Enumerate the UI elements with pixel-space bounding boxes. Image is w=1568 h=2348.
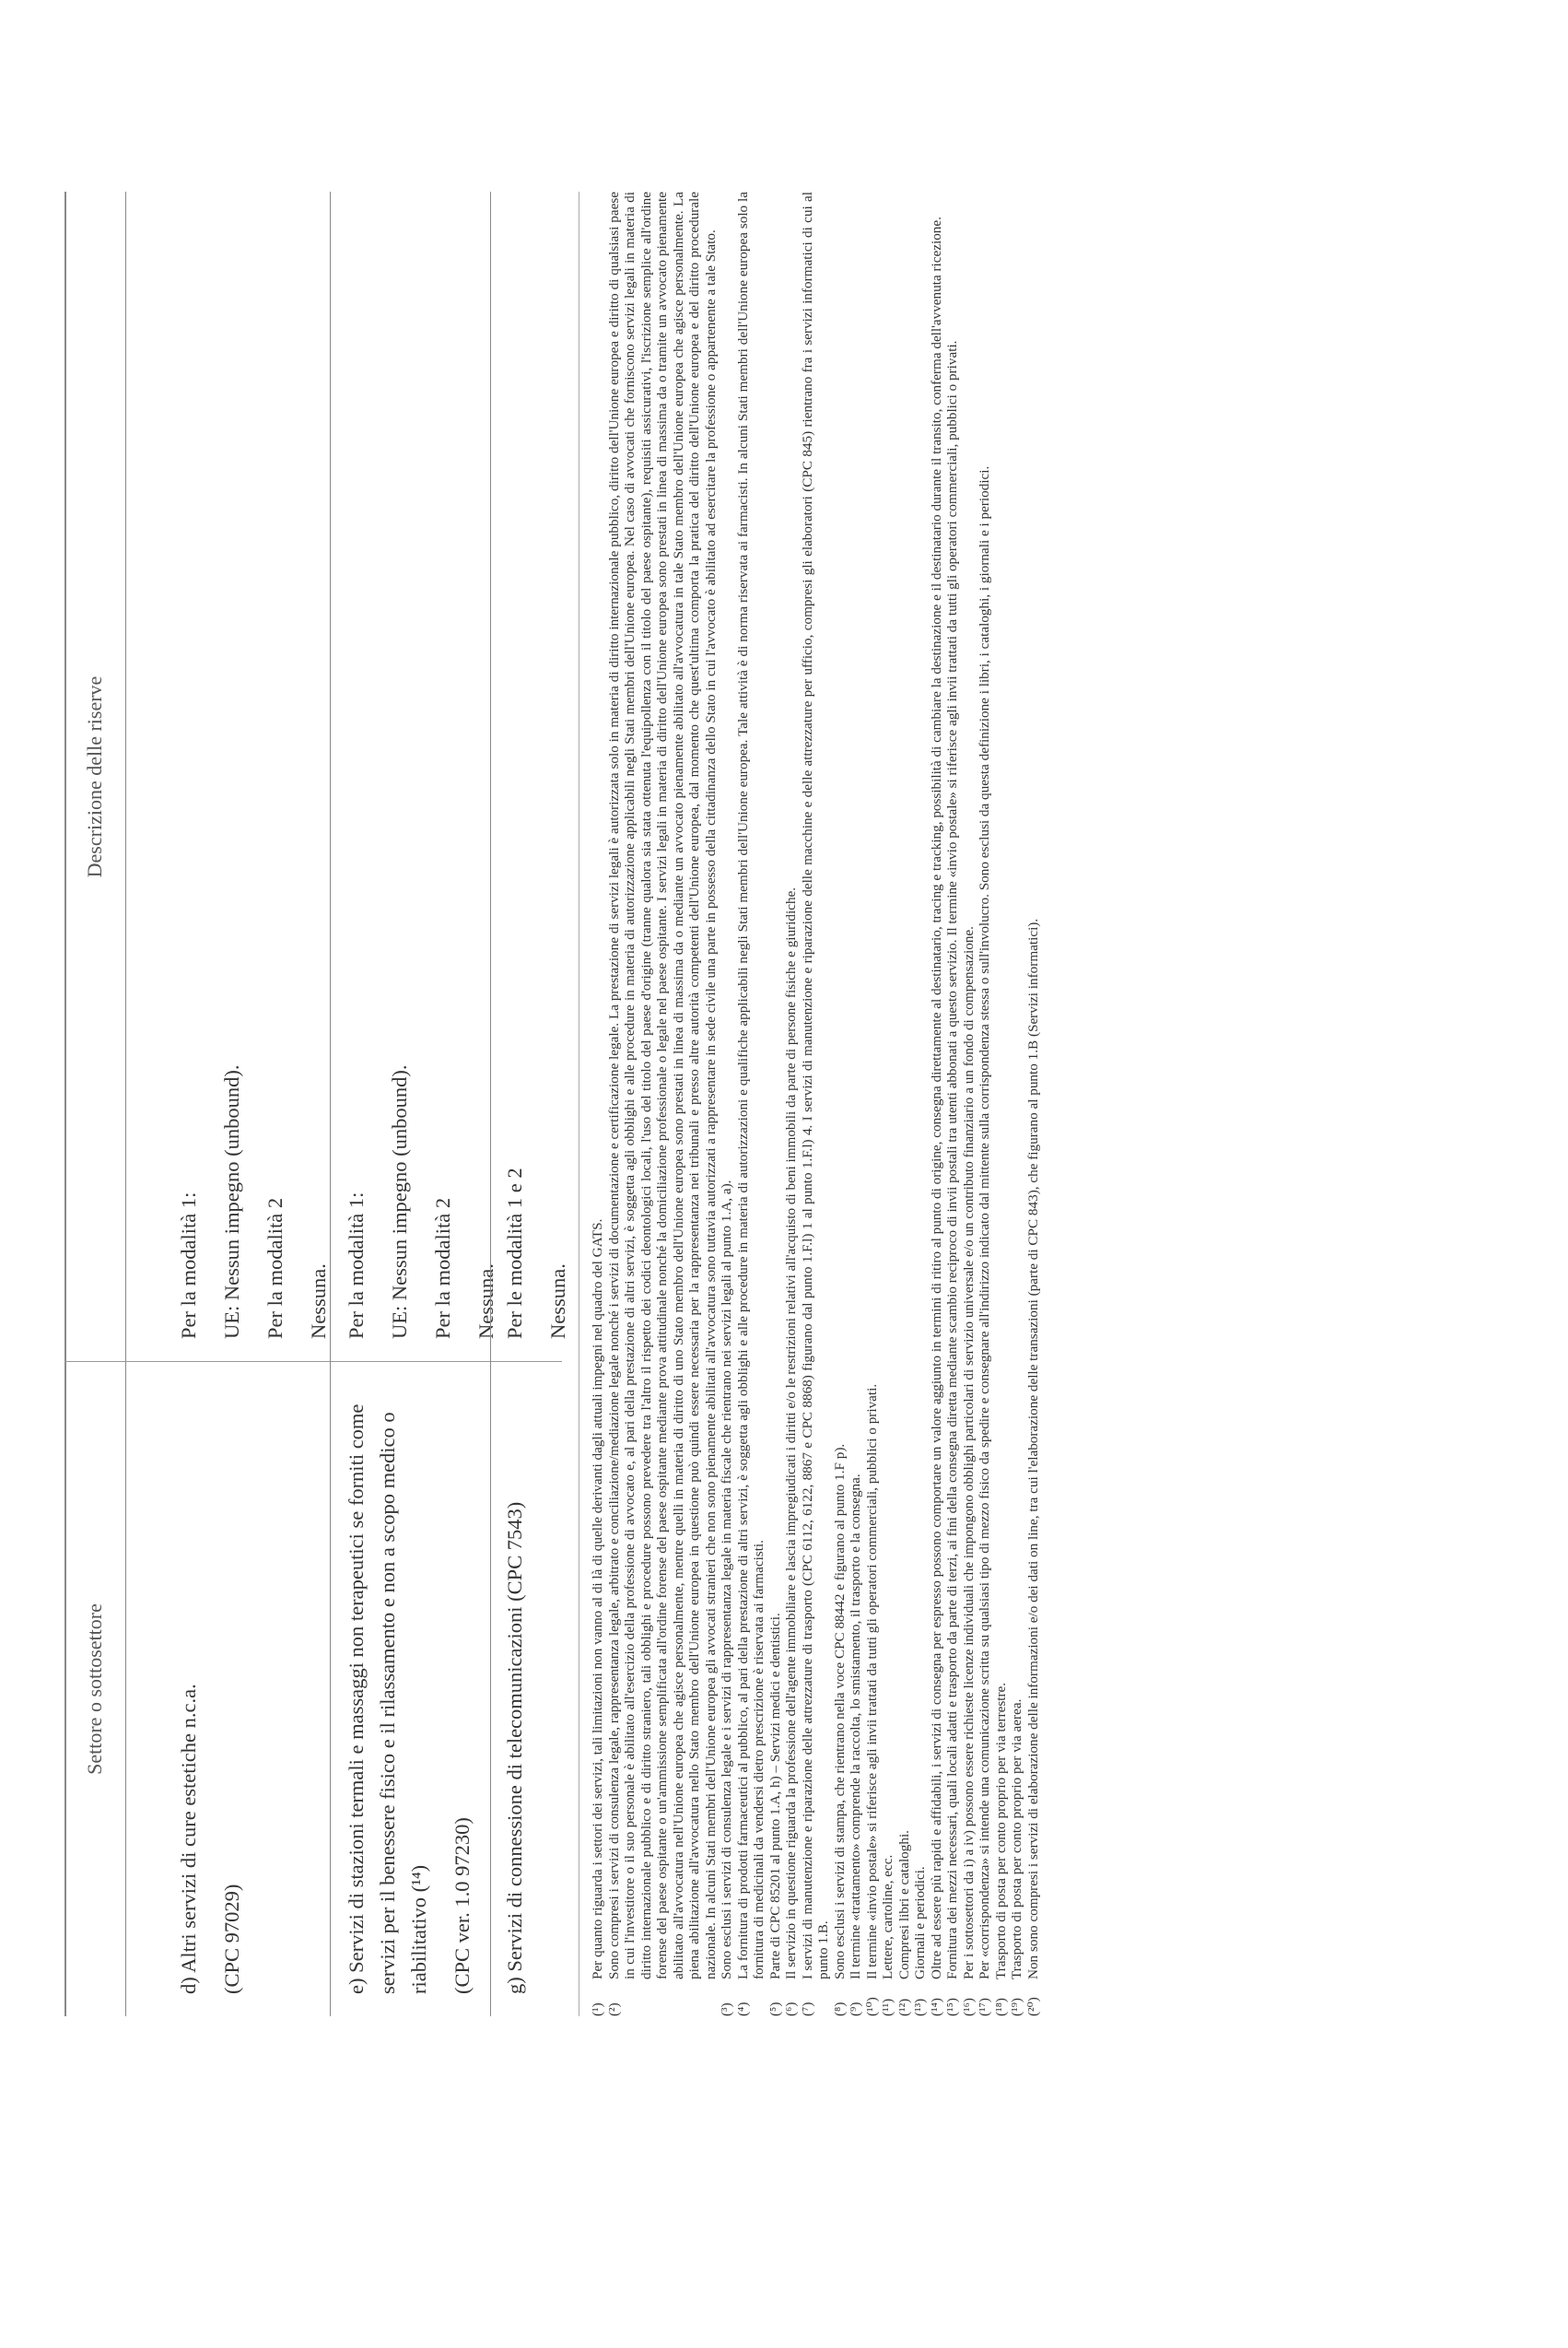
footnote-text: Per quanto riguarda i settori dei servizi, tali limitazioni non vanno al di là di quelle derivanti dagli attuali impegni nel quadro del GATS. xyxy=(590,1218,605,1979)
footnote-text: Fornitura dei mezzi necessari, quali locali adatti e trasporto da parte di terzi, ai fini della consegna diretta mediante scambio reciproco di invii postali tra utenti abbonati a questo servizio. Il termine «invio postale» si riferisce agli invii trattati da tutti gli operatori commerciali, pubblici o privati. xyxy=(944,340,960,1979)
table-row xyxy=(499,1368,543,1994)
footnote-text: Giornali e periodici. xyxy=(912,1866,928,1979)
reservation-line: Per la modalità 2 xyxy=(431,1197,454,1339)
footnote-text: Parte di CPC 85201 al punto 1.A, h) – Servizi medici e dentistici. xyxy=(766,1613,783,1979)
footnote xyxy=(929,192,945,2016)
footnote-number: (⁹) xyxy=(848,2002,863,2016)
footnote-text: Per i sottosettori da i) a iv) possono essere richieste licenze individuali che impongono obblighi particolari di servizio universale e/o un contributo finanziario a un fondo di compensazione. xyxy=(960,926,977,1979)
reservation-cell xyxy=(341,233,514,1339)
footnote-text: Compresi libri e cataloghi. xyxy=(895,1830,912,1979)
table-row xyxy=(341,1368,490,1994)
reservation-line: Per la modalità 1: xyxy=(177,1192,200,1339)
footnote xyxy=(896,192,913,2016)
footnote-text: Oltre ad essere più rapidi e affidabili, i servizi di consegna per espresso possono comportare un valore aggiunto in termini di ritiro al punto di origine, consegna direttamente al destinatario, tracing e tracking, possibilità di cambiare la destinazione e il destinatario durante il transito, conferma dell'avvenuta ricezione. xyxy=(928,217,944,1979)
reservation-line: Nessuna. xyxy=(474,1263,497,1339)
footnote xyxy=(961,192,977,2016)
footnote-text: Per «corrispondenza» si intende una comunicazione scritta su qualsiasi tipo di mezzo fisico da spedire e consegnare all'indirizzo indicato dal mittente sulla corrispondenza stessa o sull'involucro. Sono esclusi da questa definizione i libri, i cataloghi, i giornali e i periodici. xyxy=(977,465,992,1979)
footnote xyxy=(880,192,896,2016)
footnote xyxy=(735,192,767,2016)
footnote-text: Sono esclusi i servizi di stampa, che rientrano nella voce CPC 88442 e figurano al punto 1.F p). xyxy=(831,1443,848,1979)
footnote-text: Lettere, cartoline, ecc. xyxy=(880,1854,895,1979)
footnote-number: (⁵) xyxy=(766,2002,783,2016)
footnote-text: Il termine «trattamento» comprende la raccolta, lo smistamento, il trasporto e la consegna. xyxy=(848,1473,863,1979)
footnote-number: (²) xyxy=(605,2002,622,2016)
footnote-number: (¹⁷) xyxy=(977,1998,992,2016)
footnote xyxy=(912,192,929,2016)
footnote-text: Il termine «invio postale» si riferisce agli invii trattati da tutti gli operatori commerciali, pubblici o privati. xyxy=(863,1383,880,1979)
footnote-number: (¹⁹) xyxy=(1009,1998,1024,2016)
row-rule xyxy=(330,192,331,2016)
footnote-number: (¹³) xyxy=(912,1998,928,2016)
footnote xyxy=(977,192,993,2016)
sector-name: e) Servizi di stazioni termali e massaggi non terapeutici se forniti come servizi per il benessere fisico e il rilassamento e non a scopo medico o riabilitativo (¹⁴) xyxy=(345,1403,430,1994)
footnote-number: (¹⁰) xyxy=(863,1997,880,2016)
header-reservations: Descrizione delle riserve xyxy=(83,675,106,878)
sector-name: d) Altri servizi di cure estetiche n.c.a. xyxy=(177,1684,200,1994)
footnote-text: Il servizio in questione riguarda la professione dell'agente immobiliare e lascia impregiudicati i diritti e/o le restrizioni relativi all'acquisto di beni immobili da parte di persone fisiche e giuridiche. xyxy=(783,886,799,1979)
footnote-number: (¹¹) xyxy=(880,1998,895,2016)
footnote-number: (¹⁸) xyxy=(992,1998,1009,2016)
footnote-text: Sono esclusi i servizi di consulenza legale e i servizi di rappresentanza legale in materia fiscale che rientrano nei servizi legali al punto 1.A, a). xyxy=(719,1180,734,1979)
footnote xyxy=(864,192,881,2016)
footnote-number: (¹²) xyxy=(895,1998,912,2016)
footnote-number: (¹⁶) xyxy=(960,1998,977,2016)
footnote xyxy=(767,192,784,2016)
footnote-text: La fornitura di prodotti farmaceutici al pubblico, al pari della prestazione di altri servizi, è soggetta agli obblighi e alle procedure in materia di autorizzazioni e qualifiche applicabili negli Stati membri dell'Unione europea. Tale attività è di norma riservata ai farmacisti. In alcuni Stati membri dell'Unione europea solo la fornitura di medicinali da vendersi dietro prescrizione è riservata ai farmacisti. xyxy=(734,192,766,1979)
footnote xyxy=(800,192,832,2016)
footnote-text: Sono compresi i servizi di consulenza legale, rappresentanza legale, arbitrato e conciliazione/mediazione legale nonché i servizi di documentazione e certificazione legale. La prestazione di servizi legali è autorizzata solo in materia di diritto internazionale pubblico, diritto dell'Unione europea e diritto di qualsiasi paese in cui l'investitore o il suo personale è abilitato all'esercizio della professione di avvocato e, al pari della prestazione di altri servizi, è soggetta agli obblighi e alle procedure in materia di autorizzazione applicabili negli Stati membri dell'Unione europea. Nel caso di avvocati che forniscono servizi legali in materia di diritto internazionale pubblico e di diritto straniero, tali obblighi e procedure possono prevedere tra l'altro il rispetto dei codici deontologici locali, l'uso del titolo del paese d'origine (tranne qualora sia stata ottenuta l'equipollenza con il titolo del paese ospitante), requisiti assicurativi, l'iscrizione semplice all'ordine forense del paese ospitante o un'ammissione semplificata all'ordine forense del paese ospitante mediante prova attitudinale nonché la domiciliazione professionale o legale nel paese ospitante. I servizi legali in materia di diritto dell'Unione europea sono prestati in linea di massima da o tramite un avvocato pienamente abilitato all'avvocatura nell'Unione europea che agisce personalmente, mentre quelli in materia di diritto di uno Stato membro dell'Unione europea sono prestati in linea di massima da o mediante un avvocato pienamente abilitato all'avvocatura in tale Stato membro dell'Unione europea che agisce personalmente. La piena abilitazione all'avvocatura nello Stato membro dell'Unione europea in questione può quindi essere necessaria per la rappresentanza nei tribunali e presso altre autorità competenti dell'Unione europea, dal momento che quest'ultima comporta la pratica del diritto dell'Unione europea e del diritto procedurale nazionale. In alcuni Stati membri dell'Unione europea gli avvocati stranieri che non sono pienamente abilitati all'avvocatura sono tuttavia autorizzati a rappresentare in sede civile una parte in possesso della cittadinanza dello Stato in cui l'avvocato è abilitato ad esercitare la professione o appartenente a tale Stato. xyxy=(605,192,719,1979)
reservation-line: UE: Nessun impegno (unbound). xyxy=(388,1064,411,1339)
footnote-text: I servizi di manutenzione e riparazione delle attrezzature di trasporto (CPC 6112, 6122, 8867 e CPC 8868) figurano dal punto 1.F.l) 1 al punto 1.F.l) 4. I servizi di manutenzione e riparazione delle macchine e delle attrezzature per ufficio, compresi gli elaboratori (CPC 845) rientrano fra i servizi informatici di cui al punto 1.B. xyxy=(799,192,831,1979)
footnote xyxy=(590,192,606,2016)
footnote-number: (³) xyxy=(719,2002,734,2016)
table-top-rule xyxy=(64,192,66,2016)
footnote-number: (⁸) xyxy=(831,2002,848,2016)
reservation-line: Per la modalità 1: xyxy=(345,1192,368,1339)
header-rule xyxy=(125,192,126,2016)
footnote-text: Trasporto di posta per conto proprio per via terrestre. xyxy=(992,1682,1009,1979)
footnote-number: (¹) xyxy=(590,2002,605,2016)
footnote-number: (¹⁵) xyxy=(944,1998,960,2016)
footnote xyxy=(1025,192,1042,2016)
reservation-line: UE: Nessun impegno (unbound). xyxy=(220,1064,243,1339)
footnote xyxy=(944,192,961,2016)
footnote-number: (⁴) xyxy=(734,2002,751,2016)
sector-code: (CPC 97029) xyxy=(220,1884,243,1994)
footnote-number: (¹⁴) xyxy=(928,1998,944,2016)
footnote xyxy=(832,192,848,2016)
reservation-line: Per le modalità 1 e 2 xyxy=(503,1168,526,1339)
header-sector: Settore o sottosettore xyxy=(83,1603,106,1775)
reservation-cell xyxy=(173,233,346,1339)
footnote xyxy=(719,192,735,2016)
footnote xyxy=(783,192,800,2016)
footnote xyxy=(1009,192,1025,2016)
reservation-line: Nessuna. xyxy=(546,1263,569,1339)
reservation-line: Per la modalità 2 xyxy=(263,1197,287,1339)
sector-name: g) Servizi di connessione di telecomunicazioni (CPC 7543) xyxy=(503,1501,526,1994)
footnote-text: Trasporto di posta per conto proprio per via aerea. xyxy=(1009,1698,1024,1979)
sector-code: (CPC ver. 1.0 97230) xyxy=(451,1817,474,1994)
footnote-number: (⁶) xyxy=(783,2002,799,2016)
footnote xyxy=(848,192,864,2016)
column-divider xyxy=(64,1361,562,1362)
table-row xyxy=(173,1368,260,1994)
footnote-number: (²⁰) xyxy=(1024,1997,1041,2016)
row-rule xyxy=(490,192,491,2016)
reservation-line: Nessuna. xyxy=(307,1263,330,1339)
footnote xyxy=(606,192,720,2016)
footnote-number: (⁷) xyxy=(799,2002,815,2016)
footnote-text: Non sono compresi i servizi di elaborazione delle informazioni e/o dei dati on line, tra cui l'elaborazione delle transazioni (parte di CPC 843), che figurano al punto 1.B (Servizi informatici). xyxy=(1024,918,1041,1979)
reservation-cell xyxy=(499,233,586,1339)
footnote xyxy=(993,192,1010,2016)
footnotes xyxy=(590,192,1041,2016)
